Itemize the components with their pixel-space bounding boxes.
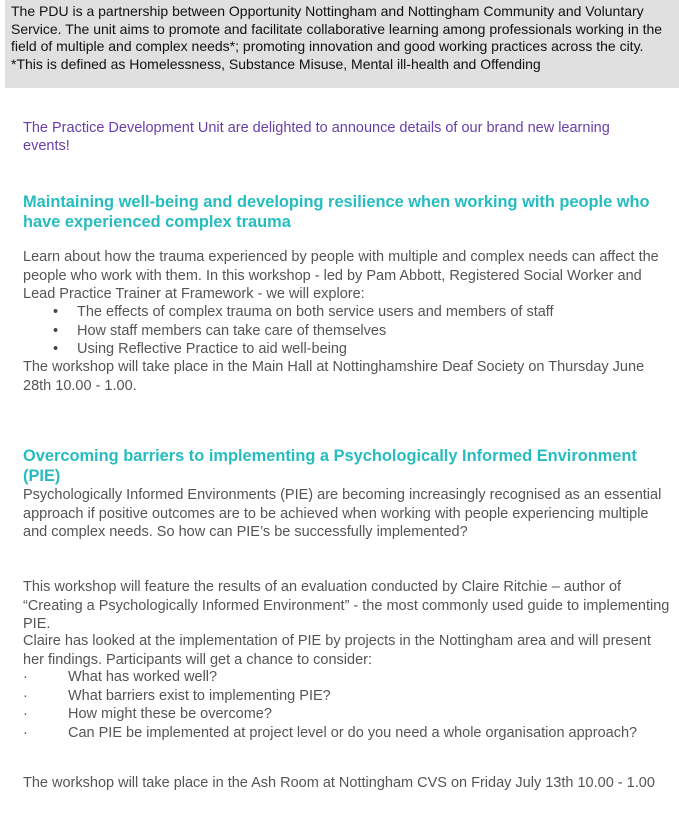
list-item xyxy=(23,340,663,359)
intro-text: The PDU is a partnership between Opportunity Nottingham and Nottingham Community and Voluntary Service. The unit aims to promote and facilitate collaborative learning among professionals working in the field of multiple and complex needs*; promoting innovation and good working practices across the city. xyxy=(11,3,663,54)
list-item-text: How might these be overcome? xyxy=(68,706,272,722)
list-item-text: How staff members can take care of themselves xyxy=(77,322,387,339)
list-item-text: The effects of complex trauma on both service users and members of staff xyxy=(77,304,554,320)
list-item xyxy=(23,705,673,724)
list-item-text: What barriers exist to implementing PIE? xyxy=(68,687,331,704)
list-item xyxy=(23,668,673,687)
workshop1-intro: Learn about how the trauma experienced by people with multiple and complex needs can affect the people who work with them. In this workshop - led by Pam Abbott, Registered Social Worker and Lead Practice Trainer at Framework - we will explore: xyxy=(23,249,659,302)
bullet-icon: · xyxy=(23,724,28,741)
workshop2-question-list xyxy=(23,668,673,742)
list-item-text: What has worked well? xyxy=(68,669,218,685)
workshop1-title: Maintaining well-being and developing resilience when working with people who have experienced complex trauma xyxy=(23,193,650,231)
list-item xyxy=(23,322,663,341)
list-item xyxy=(23,687,673,706)
bullet-icon: · xyxy=(23,669,28,685)
bullet-icon: · xyxy=(23,706,28,722)
list-item-text: Can PIE be implemented at project level or do you need a whole organisation approach? xyxy=(68,724,638,741)
workshop1-topic-list xyxy=(23,303,663,359)
workshop2-findings: Claire has looked at the implementation of PIE by projects in the Nottingham area and will present her findings. Participants will get a chance to consider: xyxy=(23,633,651,668)
intro-footnote: *This is defined as Homelessness, Substance Misuse, Mental ill-health and Offending xyxy=(11,55,541,72)
workshop1-venue: The workshop will take place in the Main Hall at Nottinghamshire Deaf Society on Thursday June 28th 10.00 - 1.00. xyxy=(23,359,645,394)
workshop2-venue: The workshop will take place in the Ash Room at Nottingham CVS on Friday July 13th 10.00 - 1.00 xyxy=(23,775,655,791)
bullet-icon: • xyxy=(53,341,59,357)
list-item xyxy=(23,303,663,322)
bullet-icon: • xyxy=(53,322,59,339)
bullet-icon: · xyxy=(23,687,28,704)
announcement-text: The Practice Development Unit are delighted to announce details of our brand new learning events! xyxy=(23,120,610,154)
workshop2-intro: Psychologically Informed Environments (PIE) are becoming increasingly recognised as an essential approach if positive outcomes are to be achieved when working with people experiencing multiple and complex needs. So how can PIE’s be successfully implemented? xyxy=(23,487,662,540)
bullet-icon: • xyxy=(53,304,59,320)
list-item-text: Using Reflective Practice to aid well-being xyxy=(77,341,347,357)
workshop2-evaluation: This workshop will feature the results of an evaluation conducted by Claire Ritchie – author of “Creating a Psychologically Informed Environment” - the most commonly used guide to implementing PIE. xyxy=(23,579,670,632)
list-item xyxy=(23,724,673,743)
workshop2-title: Overcoming barriers to implementing a Psychologically Informed Environment (PIE) xyxy=(23,447,637,485)
intro-box xyxy=(5,0,679,88)
